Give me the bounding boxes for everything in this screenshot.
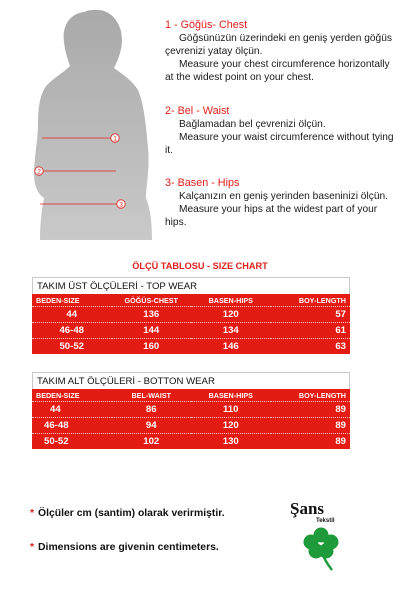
column-header: BEL-WAIST [131, 390, 172, 400]
waist-cell: 94 [145, 420, 157, 431]
svg-text:1: 1 [113, 135, 117, 143]
table-header-row [32, 389, 350, 402]
size-cell: 44 [50, 404, 61, 415]
hips-cell: 134 [222, 325, 239, 336]
chest-cell: 160 [143, 341, 160, 352]
bottom-wear-table [32, 372, 350, 449]
table-row [32, 418, 350, 434]
waist-cell: 86 [145, 404, 157, 415]
hips-heading: 3- Basen - Hips [165, 177, 240, 189]
length-cell: 61 [335, 325, 346, 336]
length-cell: 89 [335, 436, 346, 447]
waist-instructions [165, 104, 397, 157]
column-header: BASEN-HIPS [208, 390, 253, 400]
hips-cell: 130 [222, 436, 239, 447]
chest-cell: 136 [143, 309, 160, 320]
note-english [30, 542, 219, 553]
note-turkish [30, 508, 225, 519]
table-row [32, 307, 350, 323]
hips-cell: 120 [222, 309, 239, 320]
note-star: * [30, 508, 35, 519]
svg-text:Tekstil: Tekstil [316, 518, 335, 524]
length-cell: 63 [335, 341, 346, 352]
marker-3 [117, 200, 125, 209]
hips-cell: 120 [222, 420, 239, 431]
hips-cell: 146 [222, 341, 239, 352]
table-row [32, 339, 350, 355]
size-cell: 50-52 [44, 436, 69, 447]
note-text: Dimensions are givenin centimeters. [38, 542, 219, 553]
chest-text-tr: Göğsünüzün üzerindeki en geniş yerden göğüs çevrenizi yatay ölçün. [165, 33, 392, 57]
length-cell: 57 [335, 309, 346, 320]
column-header: GÖĞÜS-CHEST [124, 295, 178, 305]
table-header-row [32, 294, 350, 307]
marker-2 [35, 167, 43, 176]
chest-instructions [165, 18, 397, 84]
marker-1 [111, 134, 119, 143]
length-cell: 89 [335, 404, 346, 415]
column-header: BOY-LENGTH [298, 295, 346, 305]
chest-heading: 1 - Göğüs- Chest [165, 19, 248, 31]
clover-icon [304, 528, 339, 571]
top-wear-grid [32, 294, 350, 354]
size-cell: 46-48 [59, 325, 85, 336]
hips-instructions [165, 176, 397, 229]
svg-text:Şans: Şans [290, 499, 325, 518]
note-star: * [30, 542, 35, 553]
size-cell: 44 [66, 309, 78, 320]
column-header: BEDEN-SIZE [36, 295, 80, 305]
waist-heading: 2- Bel - Waist [165, 105, 230, 117]
top-wear-title: TAKIM ÜST ÖLÇÜLERİ - TOP WEAR [32, 277, 350, 294]
bottom-wear-title: TAKIM ALT ÖLÇÜLERİ - BOTTON WEAR [32, 372, 350, 389]
bottom-wear-grid [32, 389, 350, 449]
size-chart-title: ÖLÇÜ TABLOSU - SIZE CHART [132, 261, 268, 271]
waist-text-en: Measure your waist circumference without tying it. [165, 132, 394, 156]
size-cell: 46-48 [44, 420, 69, 431]
size-cell: 50-52 [59, 341, 85, 352]
chest-cell: 144 [143, 325, 160, 336]
logo-graphic [286, 498, 356, 574]
waist-text-tr: Bağlamadan bel çevrenizi ölçün. [179, 119, 326, 130]
table-row [32, 323, 350, 339]
top-wear-table [32, 277, 350, 354]
hips-text-tr: Kalçanızın en geniş yerinden baseninizi ölçün. [179, 191, 388, 202]
table-row [32, 402, 350, 418]
body-silhouette [18, 8, 163, 240]
length-cell: 89 [335, 420, 346, 431]
svg-text:3: 3 [119, 201, 123, 209]
svg-text:2: 2 [37, 168, 41, 176]
chest-text-en: Measure your chest circumference horizontally at the widest point on your chest. [165, 59, 390, 83]
column-header: BEDEN-SIZE [36, 390, 80, 400]
hips-text-en: Measure your hips at the widest part of your hips. [165, 204, 378, 228]
column-header: BASEN-HIPS [208, 295, 253, 305]
brand-logo [286, 498, 356, 574]
hips-cell: 110 [223, 404, 239, 415]
table-row [32, 434, 350, 450]
column-header: BOY-LENGTH [298, 390, 346, 400]
waist-cell: 102 [143, 436, 160, 447]
note-text: Ölçüler cm (santim) olarak verirmiştir. [38, 508, 225, 519]
